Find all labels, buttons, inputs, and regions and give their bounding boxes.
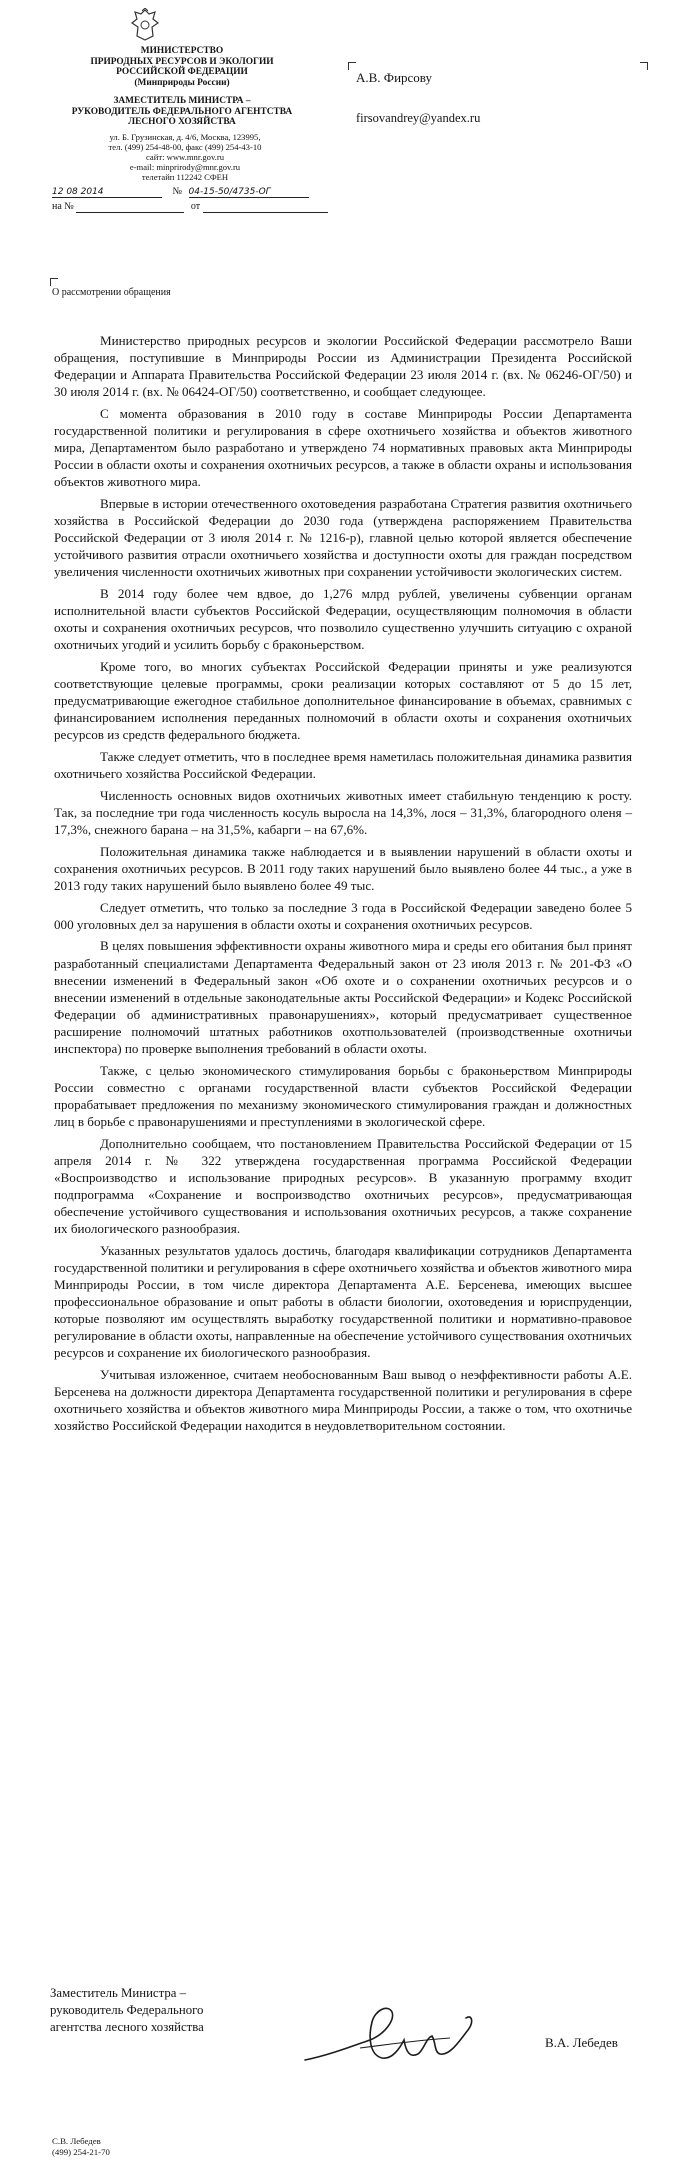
paragraph: Положительная динамика также наблюдается и в выявлении нарушений в области охоты и сохранения охотничьих ресурсов. В 2011 году таких нарушений было выявлено более 44 тыс., а уже в 2013 году таких нарушений было выявлено более 49 тыс.: [54, 843, 632, 893]
paragraph: Также следует отметить, что в последнее время наметилась положительная динамика развития охотничьего хозяйства Российской Федерации.: [54, 749, 632, 782]
paragraph: Указанных результатов удалось достичь, благодаря квалификации сотрудников Департамента государственной политики и регулирования в сфере охотничьего хозяйства и объектов животного мира Минприроды России, в том числе директора Департамента А.Е. Берсенева, имеющих высшее профессиональное образование и опыт работы в области биологии, охотоведения и юриспруденции, которые позволяют им осуществлять выработку государственной политики и нормативно-правовое регулирование в области охоты, направленные на обеспечение устойчивого существования охотничьих ресурсов и сохранение их биологического разнообразия.: [54, 1242, 632, 1361]
signature-position-line-3: агентства лесного хозяйства: [50, 2020, 204, 2034]
letter-body: [54, 332, 632, 1439]
signature-position: [50, 1985, 204, 2036]
paragraph: В целях повышения эффективности охраны животного мира и среды его обитания был принят разработанный специалистами Департамента Федеральный закон от 23 июля 2013 г. № 201-ФЗ «О внесении изменений в Федеральный закон «Об охоте и о сохранении охотничьих ресурсов и о внесении изменений в отдельные законодательные акты Российской Федерации» и Кодекс Российской Федерации об административных правонарушениях», который предусматривает существенное расширение полномочий штатных работников охотпользователей (производственные охотничьи инспектора) по проверке выполнения требований в области охоты.: [54, 938, 632, 1056]
phone-line: тел. (499) 254-48-00, факс (499) 254-43-10: [108, 142, 262, 152]
executor-name: С.В. Лебедев: [52, 2136, 101, 2146]
letterhead-position: [32, 96, 332, 128]
signature-position-line-2: руководитель Федерального: [50, 2003, 204, 2017]
recipient-email: firsovandrey@yandex.ru: [356, 111, 481, 125]
recipient-name: А.В. Фирсову: [356, 70, 433, 85]
paragraph: Министерство природных ресурсов и экологии Российской Федерации рассмотрело Ваши обращения, поступившие в Минприроды России из Администрации Президента Российской Федерации и Аппарата Правительства Российской Федерации 23 июля 2014 г. (вх. № 06246-ОГ/50) и 30 июля 2014 г. (вх. № 06424-ОГ/50) соответственно, и сообщает следующее.: [54, 333, 632, 400]
paragraph: Также, с целью экономического стимулирования борьбы с браконьерством Минприроды России совместно с органами государственной власти субъектов Российской Федерации прорабатывает предложения по механизму экономического стимулирования граждан и должностных лиц в борьбе с правонарушениями и преступлениями в экологической сфере.: [54, 1062, 632, 1129]
paragraph: Впервые в истории отечественного охотоведения разработана Стратегия развития охотничьего хозяйства в Российской Федерации до 2030 года (утверждена распоряжением Правительства Российской Федерации от 3 июля 2014 г. № 1216-р), главной целью которой является обеспечение устойчивого развития отрасли охотничьего хозяйства и доступности охоты для граждан посредством увеличения численности охотничьих животных при сохранении устойчивости экологических систем.: [54, 496, 632, 580]
reply-to-label: на №: [52, 201, 74, 212]
position-line-3: ЛЕСНОГО ХОЗЯЙСТВА: [128, 117, 236, 128]
paragraph: В 2014 году более чем вдвое, до 1,276 млрд рублей, увеличены субвенции органам исполнительной власти субъектов Российской Федерации, осуществляющим полномочия в области охоты и сохранения охотничьих ресурсов, что позволило существенно улучшить ситуацию с охраной охотничьих угодий и усилить борьбу с браконьерством.: [54, 586, 632, 653]
signatory-name: В.А. Лебедев: [545, 2035, 618, 2050]
reply-from-blank: [203, 201, 328, 213]
ministry-line-2: ПРИРОДНЫХ РЕСУРСОВ И ЭКОЛОГИИ: [90, 56, 274, 67]
position-line-2: РУКОВОДИТЕЛЬ ФЕДЕРАЛЬНОГО АГЕНТСТВА: [71, 106, 293, 117]
executor-info: [52, 2136, 110, 2157]
teletype-line: телетайп 112242 СФЕН: [141, 172, 229, 182]
reply-to-blank: [76, 201, 184, 213]
recipient-corner-mark: [348, 62, 356, 70]
registration-date: 12 08 2014: [52, 187, 162, 198]
recipient-corner-mark-right: [640, 62, 648, 70]
position-line-1: ЗАМЕСТИТЕЛЬ МИНИСТРА –: [113, 96, 251, 106]
paragraph: Кроме того, во многих субъектах Российской Федерации приняты и уже реализуются соответствующие целевые программы, сроки реализации которых составляют от 5 до 15 лет, предусматривающие ежегодное стабильное дополнительное финансирование в объемах, сравнимых с финансированием исполнения переданных полномочий в области охоты и сохранения охотничьих ресурсов из средств федерального бюджета.: [54, 659, 632, 743]
reply-from-label: от: [190, 201, 201, 212]
ministry-line-3: РОССИЙСКОЙ ФЕДЕРАЦИИ: [116, 67, 248, 78]
coat-of-arms-icon: [130, 8, 160, 42]
letterhead-contacts: [40, 132, 330, 182]
subject-line: О рассмотрении обращения: [52, 287, 171, 298]
registration-line: [52, 186, 309, 198]
signature-position-line-1: Заместитель Министра –: [50, 1986, 187, 2000]
email-line: e-mail: minprirody@mnr.gov.ru: [129, 162, 241, 172]
paragraph: С момента образования в 2010 году в составе Минприроды России Департамента государственной политики и регулирования в сфере охотничьего хозяйства и объектов животного мира, Департаментом было разработано и утверждено 74 нормативных правовых акта Минприроды России в области охоты и сохранения охотничьих ресурсов, а также в области охраны и использования объектов животного мира.: [54, 405, 632, 490]
number-prefix: №: [172, 186, 183, 197]
paragraph: Численность основных видов охотничьих животных имеет стабильную тенденцию к росту. Так, за последние три года численность косуль выросла на 14,3%, лося – 31,3%, благородного оленя – 17,3%, снежного барана – на 31,5%, кабарги – на 67,6%.: [54, 787, 632, 838]
address-line: ул. Б. Грузинская, д. 4/6, Москва, 123995,: [109, 132, 261, 142]
letterhead-ministry: [32, 46, 332, 88]
subject-corner-mark: [50, 278, 58, 286]
ministry-line-1: МИНИСТЕРСТВО: [140, 46, 224, 56]
paragraph: Учитывая изложенное, считаем необоснованным Ваш вывод о неэффективности работы А.Е. Берсенева на должности директора Департамента государственной политики и регулирования в сфере охотничьего хозяйства и объектов животного мира Минприроды России, а также о том, что охотничье хозяйство Российской Федерации находится в неудовлетворительном состоянии.: [54, 1367, 632, 1434]
site-line: сайт: www.mnr.gov.ru: [146, 152, 224, 162]
paragraph: Дополнительно сообщаем, что постановлением Правительства Российской Федерации от 15 апреля 2014 г. № 322 утверждена государственная программа Российской Федерации «Воспроизводство и использование природных ресурсов». В указанную программу входит подпрограмма «Сохранение и воспроизводство охотничьих ресурсов», предусматривающая обеспечение устойчивого существования и использования охотничьих ресурсов, а также сохранение их биологического разнообразия.: [54, 1135, 632, 1237]
reply-line: [52, 201, 328, 213]
ministry-short: (Минприроды России): [134, 77, 230, 88]
handwritten-signature: [300, 2000, 490, 2075]
executor-phone: (499) 254-21-70: [52, 2146, 110, 2157]
paragraph: Следует отметить, что только за последние 3 года в Российской Федерации заведено более 5 000 уголовных дел за нарушения в области охоты и сохранения охотничьих ресурсов.: [54, 899, 632, 932]
registration-number: 04-15-50/4735-ОГ: [189, 187, 309, 198]
